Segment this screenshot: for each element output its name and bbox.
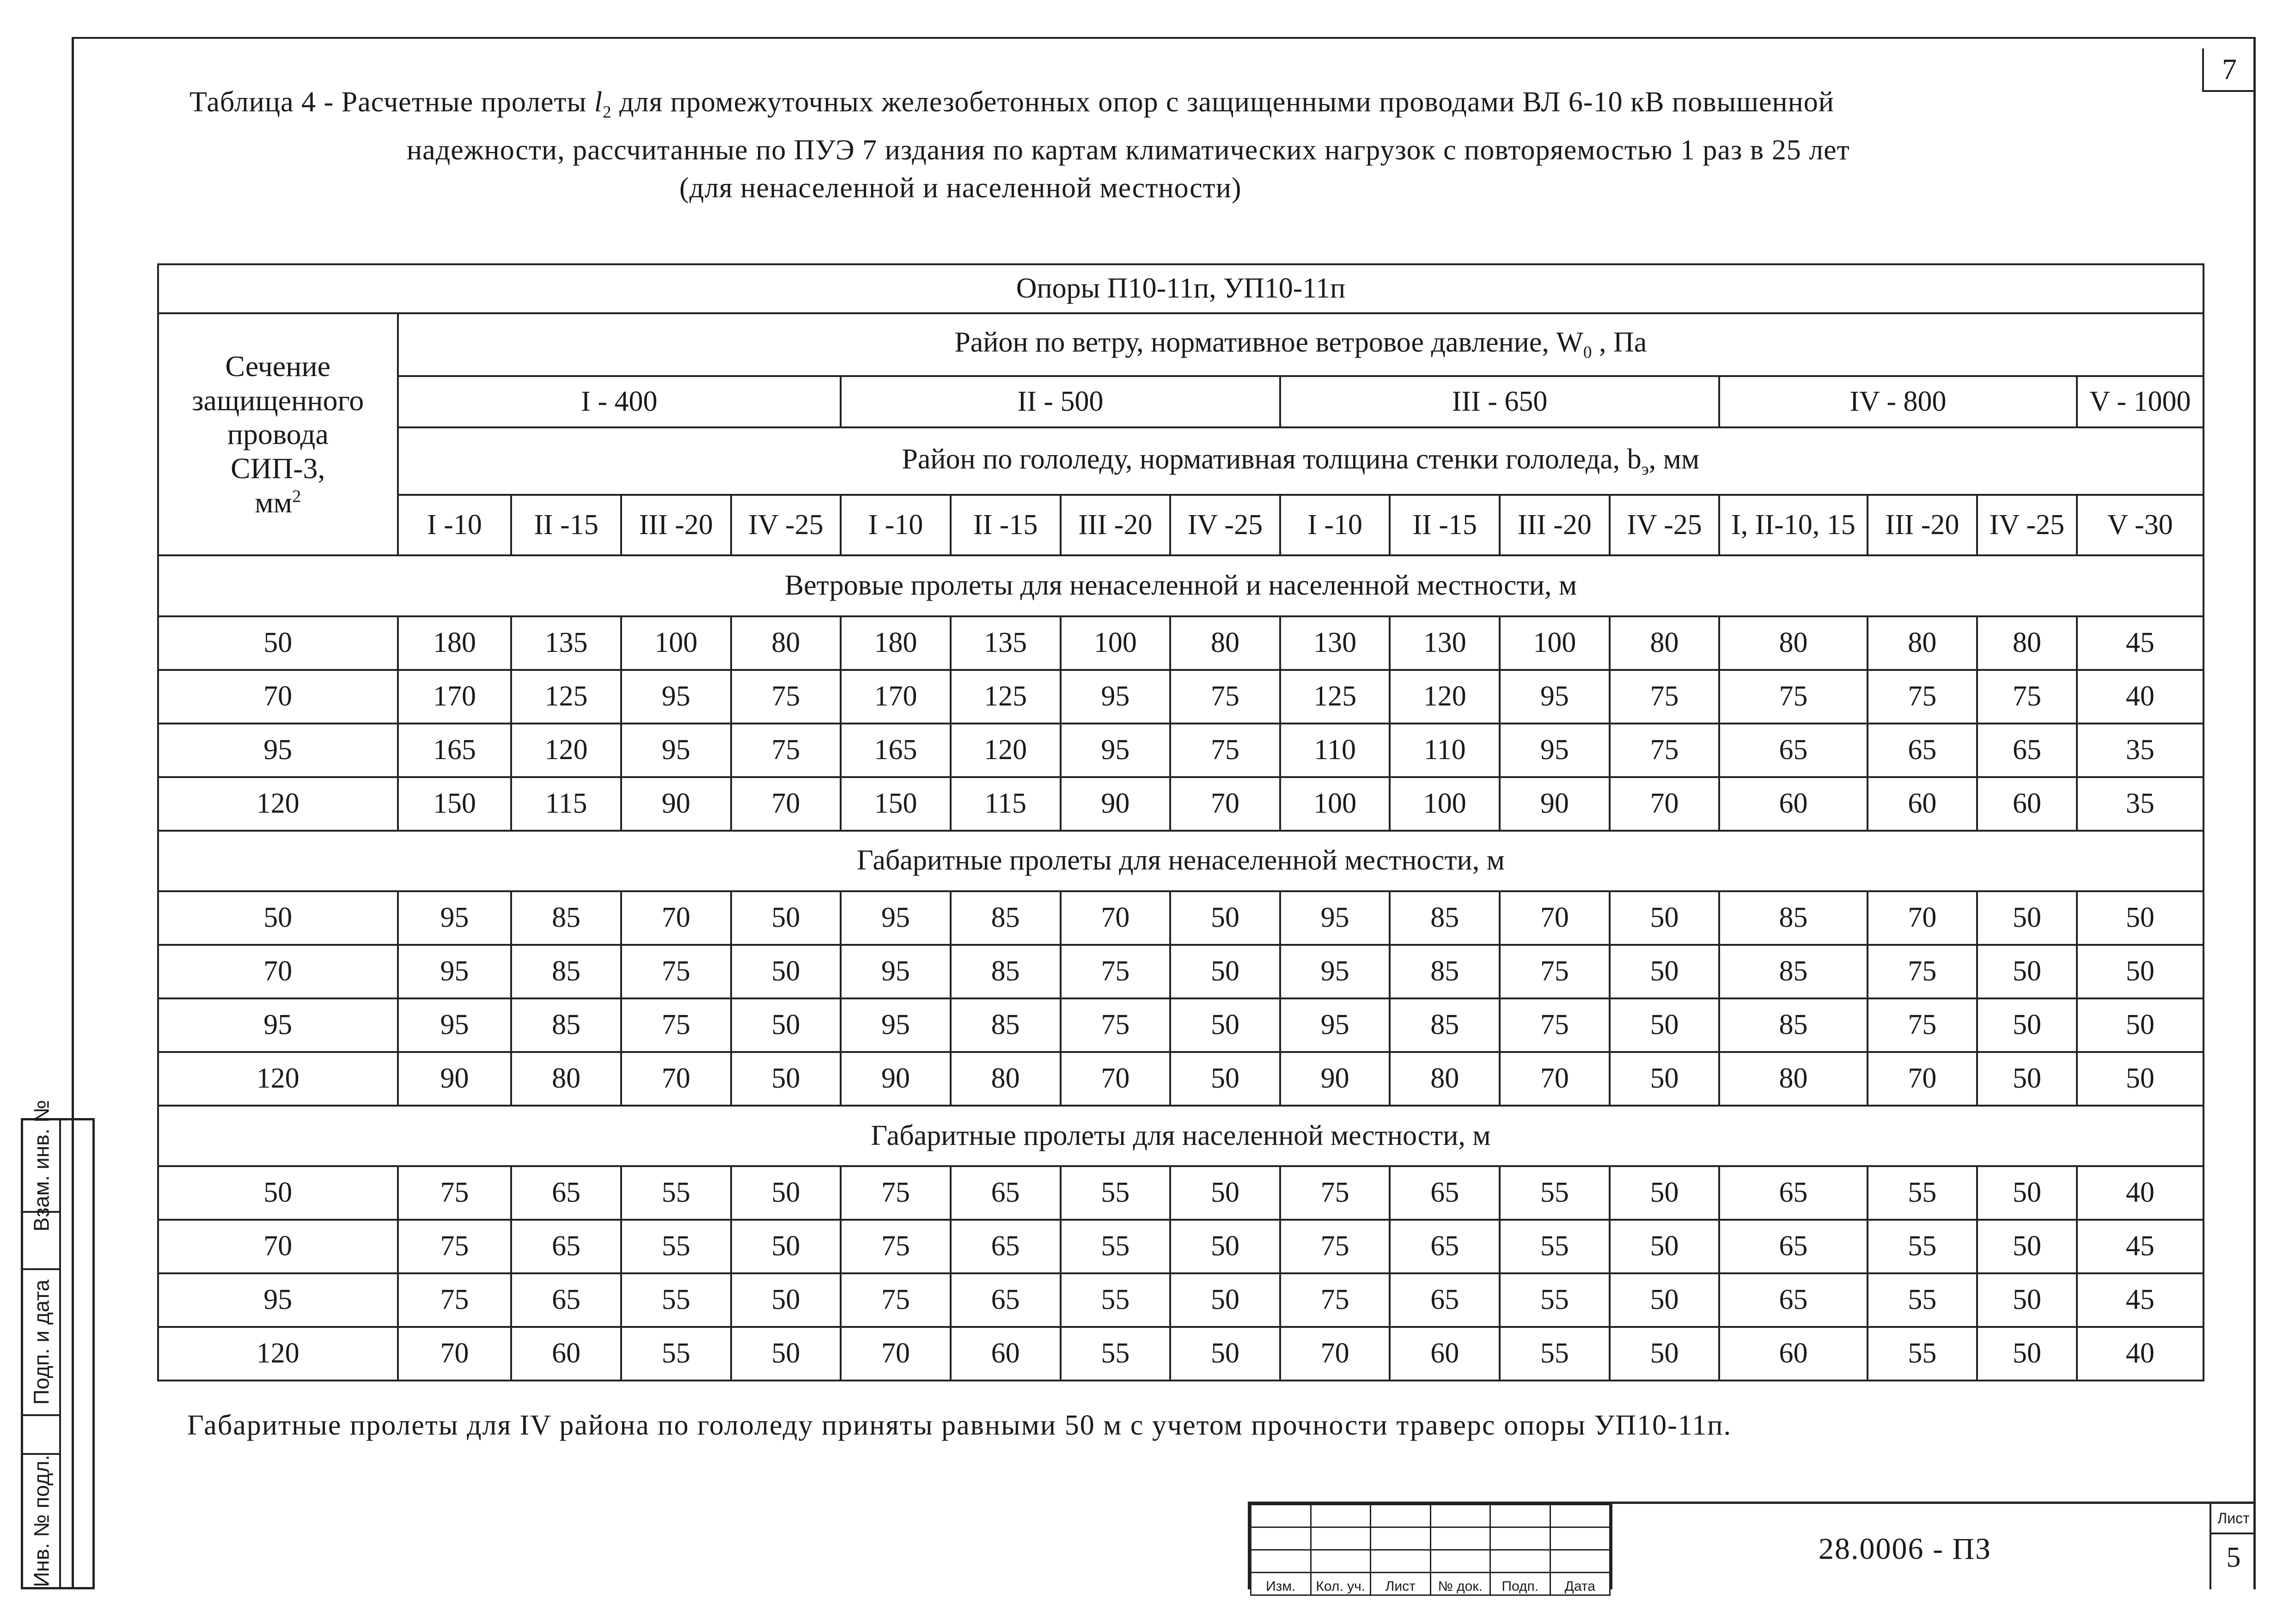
span-value-cell: 125: [511, 670, 621, 724]
rowhead-unit: [159, 486, 397, 520]
sheet-box: [2210, 1504, 2256, 1589]
span-value-cell: 50: [1170, 1220, 1280, 1273]
ice-header-text: Район по гололеду, нормативная толщина стенки гололеда, b: [902, 443, 1642, 475]
side-labels-column: [23, 1100, 61, 1588]
span-value-cell: 85: [511, 891, 621, 945]
wind-region: II - 500: [841, 376, 1280, 427]
title-block: [1248, 1502, 2256, 1594]
span-value-cell: 75: [1610, 670, 1720, 724]
span-value-cell: 65: [1977, 724, 2076, 777]
row-label-cross-section: 70: [158, 670, 398, 724]
row-label-cross-section: 50: [158, 891, 398, 945]
wind-region: III - 650: [1280, 376, 1720, 427]
span-value-cell: 55: [621, 1220, 731, 1273]
section-title-row: [158, 555, 2203, 616]
span-value-cell: 50: [1977, 1052, 2076, 1106]
span-value-cell: 120: [1390, 670, 1500, 724]
span-value-cell: 70: [731, 777, 841, 831]
span-value-cell: 130: [1280, 616, 1390, 670]
span-value-cell: 50: [2077, 945, 2203, 998]
ice-header-sub: э: [1641, 459, 1649, 479]
span-value-cell: 80: [1390, 1052, 1500, 1106]
span-value-cell: 90: [1280, 1052, 1390, 1106]
rowhead-line: Сечение: [225, 350, 331, 383]
span-value-cell: 60: [1719, 1327, 1867, 1381]
wind-header-unit: , Па: [1592, 327, 1647, 359]
span-value-cell: 55: [1500, 1166, 1610, 1220]
span-value-cell: 50: [1610, 1220, 1720, 1273]
span-value-cell: 75: [1868, 998, 1978, 1052]
span-value-cell: 50: [1170, 1052, 1280, 1106]
span-value-cell: 50: [2077, 998, 2203, 1052]
side-cell-sign-date: [23, 1268, 59, 1416]
span-value-cell: 100: [1280, 777, 1390, 831]
ice-region-cell: I, II-10, 15: [1719, 495, 1867, 555]
ice-region-cell: IV -25: [1977, 495, 2076, 555]
rowhead-unit-sup: 2: [292, 487, 301, 506]
span-value-cell: 55: [1868, 1166, 1978, 1220]
span-value-cell: 45: [2077, 616, 2203, 670]
span-value-cell: 55: [1500, 1327, 1610, 1381]
span-value-cell: 110: [1280, 724, 1390, 777]
caption-line-1: [189, 83, 2177, 131]
span-value-cell: 35: [2077, 777, 2203, 831]
ice-header-unit: , мм: [1648, 443, 1700, 475]
stamp-label: Подп.: [1490, 1573, 1550, 1595]
span-value-cell: 85: [511, 998, 621, 1052]
span-value-cell: 80: [1868, 616, 1978, 670]
span-value-cell: 75: [1868, 670, 1978, 724]
span-value-cell: 70: [1868, 1052, 1978, 1106]
span-value-cell: 55: [1500, 1220, 1610, 1273]
span-value-cell: 70: [621, 1052, 731, 1106]
span-value-cell: 95: [1061, 724, 1171, 777]
span-value-cell: 50: [1170, 1166, 1280, 1220]
span-value-cell: 60: [1977, 777, 2076, 831]
span-value-cell: 75: [1500, 998, 1610, 1052]
span-value-cell: 50: [731, 945, 841, 998]
span-value-cell: 65: [511, 1166, 621, 1220]
ice-region-cell: V -30: [2077, 495, 2203, 555]
span-value-cell: 95: [621, 670, 731, 724]
span-value-cell: 150: [398, 777, 512, 831]
span-value-cell: 70: [398, 1327, 512, 1381]
span-value-cell: 90: [1500, 777, 1610, 831]
span-value-cell: 50: [1170, 1327, 1280, 1381]
caption-line-3: (для ненаселенной и населенной местности): [679, 172, 1242, 204]
table-row: [158, 616, 2203, 670]
span-value-cell: 170: [398, 670, 512, 724]
section-title-row: [158, 831, 2203, 891]
span-value-cell: 55: [1868, 1273, 1978, 1327]
document-code: 28.0006 - ПЗ: [1819, 1532, 1992, 1566]
table-row: [158, 1052, 2203, 1106]
span-value-cell: 115: [511, 777, 621, 831]
section-title-row: [158, 1106, 2203, 1166]
row-label-cross-section: 120: [158, 1052, 398, 1106]
span-value-cell: 85: [1719, 891, 1867, 945]
span-value-cell: 75: [1500, 945, 1610, 998]
span-value-cell: 50: [1977, 1327, 2076, 1381]
span-value-cell: 100: [1390, 777, 1500, 831]
table-row: [158, 945, 2203, 998]
span-value-cell: 150: [841, 777, 951, 831]
span-value-cell: 95: [841, 998, 951, 1052]
span-value-cell: 50: [1610, 1273, 1720, 1327]
span-value-cell: 65: [1390, 1220, 1500, 1273]
span-value-cell: 90: [1061, 777, 1171, 831]
row-label-cross-section: 70: [158, 1220, 398, 1273]
span-value-cell: 75: [1061, 945, 1171, 998]
span-value-cell: 50: [1977, 998, 2076, 1052]
ice-region-cell: IV -25: [731, 495, 841, 555]
span-value-cell: 65: [1868, 724, 1978, 777]
span-value-cell: 60: [1719, 777, 1867, 831]
span-value-cell: 55: [621, 1166, 731, 1220]
stamp-label: № док.: [1430, 1573, 1490, 1595]
span-value-cell: 80: [951, 1052, 1061, 1106]
span-value-cell: 50: [2077, 1052, 2203, 1106]
row-label-cross-section: 50: [158, 616, 398, 670]
ice-region-cell: IV -25: [1610, 495, 1720, 555]
wind-region: IV - 800: [1719, 376, 2076, 427]
span-value-cell: 55: [1061, 1273, 1171, 1327]
span-value-cell: 100: [621, 616, 731, 670]
side-label: Взам. инв. №: [29, 1100, 54, 1232]
span-value-cell: 75: [1061, 998, 1171, 1052]
stamp-label: Дата: [1550, 1573, 1610, 1595]
wind-header-sub: 0: [1583, 343, 1592, 362]
span-value-cell: 65: [1719, 1166, 1867, 1220]
table-row: [158, 670, 2203, 724]
span-value-cell: 90: [841, 1052, 951, 1106]
span-value-cell: 85: [951, 891, 1061, 945]
ice-region-cell: IV -25: [1170, 495, 1280, 555]
span-value-cell: 50: [731, 1220, 841, 1273]
span-value-cell: 80: [1719, 616, 1867, 670]
span-value-cell: 95: [1061, 670, 1171, 724]
ice-region-cell: II -15: [951, 495, 1061, 555]
span-value-cell: 55: [621, 1327, 731, 1381]
span-value-cell: 85: [511, 945, 621, 998]
span-value-cell: 95: [1280, 891, 1390, 945]
span-value-cell: 45: [2077, 1273, 2203, 1327]
span-value-cell: 50: [1170, 1273, 1280, 1327]
span-value-cell: 75: [1280, 1166, 1390, 1220]
span-value-cell: 180: [841, 616, 951, 670]
ice-region-cell: III -20: [1061, 495, 1171, 555]
span-value-cell: 65: [951, 1220, 1061, 1273]
span-value-cell: 75: [1170, 724, 1280, 777]
span-value-cell: 70: [841, 1327, 951, 1381]
span-value-cell: 75: [731, 724, 841, 777]
ice-region-cell: I -10: [1280, 495, 1390, 555]
rowhead-line: СИП-3,: [231, 451, 325, 485]
ice-region-cell: II -15: [1390, 495, 1500, 555]
side-cell-substitute: [23, 1100, 59, 1232]
span-value-cell: 75: [731, 670, 841, 724]
span-value-cell: 75: [398, 1166, 512, 1220]
span-value-cell: 90: [398, 1052, 512, 1106]
span-value-cell: 65: [511, 1220, 621, 1273]
section-header: [158, 313, 398, 556]
span-value-cell: 65: [1390, 1166, 1500, 1220]
span-value-cell: 50: [731, 1273, 841, 1327]
span-value-cell: 50: [1610, 1052, 1720, 1106]
span-value-cell: 50: [1610, 945, 1720, 998]
span-value-cell: 65: [1719, 1220, 1867, 1273]
span-value-cell: 55: [1061, 1220, 1171, 1273]
span-value-cell: 170: [841, 670, 951, 724]
side-label: Подп. и дата: [29, 1279, 53, 1405]
ice-region-cell: I -10: [398, 495, 512, 555]
span-value-cell: 75: [1280, 1273, 1390, 1327]
wind-header-text: Район по ветру, нормативное ветровое давление, W: [954, 327, 1583, 359]
side-strip: [21, 1100, 95, 1589]
span-value-cell: 70: [1868, 891, 1978, 945]
span-value-cell: 50: [1170, 998, 1280, 1052]
span-value-cell: 75: [398, 1220, 512, 1273]
span-value-cell: 50: [731, 1327, 841, 1381]
span-value-cell: 135: [951, 616, 1061, 670]
table-row: [158, 1327, 2203, 1381]
span-value-cell: 90: [621, 777, 731, 831]
span-value-cell: 65: [511, 1273, 621, 1327]
span-value-cell: 70: [1061, 891, 1171, 945]
span-value-cell: 70: [1061, 1052, 1171, 1106]
span-value-cell: 165: [841, 724, 951, 777]
span-value-cell: 75: [1610, 724, 1720, 777]
span-value-cell: 80: [1170, 616, 1280, 670]
span-value-cell: 50: [1977, 945, 2076, 998]
stamp-label: Кол. уч.: [1311, 1573, 1371, 1595]
row-label-cross-section: 95: [158, 1273, 398, 1327]
wind-region: I - 400: [398, 376, 841, 427]
span-value-cell: 75: [621, 945, 731, 998]
span-value-cell: 70: [1610, 777, 1720, 831]
wind-region: V - 1000: [2077, 376, 2203, 427]
rowhead-line: защищенного: [192, 383, 364, 417]
span-value-cell: 125: [1280, 670, 1390, 724]
span-value-cell: 50: [1610, 1327, 1720, 1381]
span-value-cell: 45: [2077, 1220, 2203, 1273]
span-value-cell: 75: [1280, 1220, 1390, 1273]
span-value-cell: 40: [2077, 670, 2203, 724]
spans-table: [157, 263, 2204, 1381]
span-value-cell: 55: [1500, 1273, 1610, 1327]
span-value-cell: 85: [1390, 945, 1500, 998]
span-value-cell: 95: [841, 891, 951, 945]
span-value-cell: 80: [731, 616, 841, 670]
span-value-cell: 50: [1977, 1273, 2076, 1327]
span-value-cell: 50: [1170, 891, 1280, 945]
span-value-cell: 75: [841, 1220, 951, 1273]
ice-regions-row: [158, 495, 2203, 555]
span-value-cell: 55: [1868, 1220, 1978, 1273]
page-number: 7: [2202, 49, 2255, 92]
rowhead-unit-text: мм: [255, 486, 293, 519]
span-value-cell: 75: [398, 1273, 512, 1327]
span-value-cell: 70: [1170, 777, 1280, 831]
span-value-cell: 95: [398, 891, 512, 945]
table-row: [158, 1273, 2203, 1327]
span-value-cell: 50: [1170, 945, 1280, 998]
ice-region-cell: III -20: [1500, 495, 1610, 555]
span-value-cell: 85: [1390, 998, 1500, 1052]
caption-var-sub: 2: [603, 103, 612, 122]
span-value-cell: 65: [1390, 1273, 1500, 1327]
span-value-cell: 100: [1061, 616, 1171, 670]
span-value-cell: 50: [731, 891, 841, 945]
span-value-cell: 50: [731, 1166, 841, 1220]
span-value-cell: 80: [511, 1052, 621, 1106]
span-value-cell: 120: [951, 724, 1061, 777]
section-title: Габаритные пролеты для населенной местности, м: [158, 1106, 2203, 1166]
ice-region-cell: II -15: [511, 495, 621, 555]
span-value-cell: 65: [1719, 1273, 1867, 1327]
span-value-cell: 85: [1719, 945, 1867, 998]
span-value-cell: 75: [841, 1273, 951, 1327]
span-value-cell: 130: [1390, 616, 1500, 670]
span-value-cell: 55: [1868, 1327, 1978, 1381]
span-value-cell: 80: [1977, 616, 2076, 670]
span-value-cell: 55: [621, 1273, 731, 1327]
span-value-cell: 40: [2077, 1327, 2203, 1381]
span-value-cell: 50: [1977, 1166, 2076, 1220]
span-value-cell: 75: [621, 998, 731, 1052]
span-value-cell: 60: [951, 1327, 1061, 1381]
sheet-label: Лист: [2211, 1504, 2256, 1534]
span-value-cell: 65: [951, 1273, 1061, 1327]
span-value-cell: 60: [1868, 777, 1978, 831]
span-value-cell: 50: [1610, 891, 1720, 945]
sheet-number: 5: [2226, 1542, 2241, 1573]
span-value-cell: 65: [1719, 724, 1867, 777]
span-value-cell: 75: [1719, 670, 1867, 724]
span-value-cell: 95: [1280, 945, 1390, 998]
span-value-cell: 60: [511, 1327, 621, 1381]
span-value-cell: 55: [1061, 1166, 1171, 1220]
span-value-cell: 95: [1280, 998, 1390, 1052]
span-value-cell: 180: [398, 616, 512, 670]
span-value-cell: 50: [1610, 1166, 1720, 1220]
side-label: Инв. № подл.: [29, 1454, 54, 1588]
span-value-cell: 95: [398, 945, 512, 998]
stamp-label: Лист: [1371, 1573, 1431, 1595]
span-value-cell: 85: [1719, 998, 1867, 1052]
row-label-cross-section: 95: [158, 998, 398, 1052]
row-label-cross-section: 70: [158, 945, 398, 998]
span-value-cell: 70: [1500, 1052, 1610, 1106]
span-value-cell: 40: [2077, 1166, 2203, 1220]
span-value-cell: 85: [951, 945, 1061, 998]
footnote: Габаритные пролеты для IV района по гололеду приняты равными 50 м с учетом прочности траверс опоры УП10-11п.: [187, 1410, 1732, 1441]
span-value-cell: 120: [511, 724, 621, 777]
ice-header: [398, 427, 2203, 495]
span-value-cell: 85: [1390, 891, 1500, 945]
span-value-cell: 70: [1500, 891, 1610, 945]
span-value-cell: 50: [731, 1052, 841, 1106]
side-cell-inventory: [23, 1453, 59, 1587]
caption-suffix: для промежуточных железобетонных опор с защищенными проводами ВЛ 6-10 кВ повышенной: [611, 86, 1834, 118]
span-value-cell: 70: [621, 891, 731, 945]
span-value-cell: 80: [1610, 616, 1720, 670]
wind-header: [398, 313, 2203, 376]
span-value-cell: 75: [1868, 945, 1978, 998]
span-value-cell: 75: [1170, 670, 1280, 724]
stamp-divider: [1611, 1504, 1612, 1589]
table-row: [158, 1166, 2203, 1220]
span-value-cell: 50: [1977, 1220, 2076, 1273]
span-value-cell: 55: [1061, 1327, 1171, 1381]
table-title: Опоры П10-11п, УП10-11п: [158, 264, 2203, 313]
ice-region-cell: III -20: [1868, 495, 1978, 555]
span-value-cell: 75: [1977, 670, 2076, 724]
span-value-cell: 65: [951, 1166, 1061, 1220]
table-row: [158, 724, 2203, 777]
span-value-cell: 80: [1719, 1052, 1867, 1106]
row-label-cross-section: 95: [158, 724, 398, 777]
span-value-cell: 75: [841, 1166, 951, 1220]
caption-line-2: надежности, рассчитанные по ПУЭ 7 издания по картам климатических нагрузок с повторяемостью 1 раз в 25 лет: [407, 134, 1850, 166]
span-value-cell: 125: [951, 670, 1061, 724]
span-value-cell: 50: [731, 998, 841, 1052]
span-value-cell: 110: [1390, 724, 1500, 777]
section-title: Ветровые пролеты для ненаселенной и населенной местности, м: [158, 555, 2203, 616]
span-value-cell: 95: [1500, 724, 1610, 777]
span-value-cell: 95: [398, 998, 512, 1052]
row-label-cross-section: 50: [158, 1166, 398, 1220]
span-value-cell: 60: [1390, 1327, 1500, 1381]
table-row: [158, 1220, 2203, 1273]
span-value-cell: 95: [1500, 670, 1610, 724]
span-value-cell: 85: [951, 998, 1061, 1052]
span-value-cell: 50: [2077, 891, 2203, 945]
row-label-cross-section: 120: [158, 777, 398, 831]
caption-var: l: [594, 86, 603, 118]
stamp-label: Изм.: [1251, 1573, 1311, 1595]
span-value-cell: 95: [841, 945, 951, 998]
span-value-cell: 50: [1610, 998, 1720, 1052]
rowhead-line: провода: [227, 418, 329, 451]
span-value-cell: 135: [511, 616, 621, 670]
span-value-cell: 115: [951, 777, 1061, 831]
row-label-cross-section: 120: [158, 1327, 398, 1381]
table-row: [158, 777, 2203, 831]
span-value-cell: 100: [1500, 616, 1610, 670]
caption-prefix: Таблица 4 - Расчетные пролеты: [189, 86, 594, 118]
span-value-cell: 35: [2077, 724, 2203, 777]
span-value-cell: 95: [621, 724, 731, 777]
table-caption: [189, 83, 2177, 207]
span-value-cell: 70: [1280, 1327, 1390, 1381]
section-title: Габаритные пролеты для ненаселенной местности, м: [158, 831, 2203, 891]
ice-region-cell: I -10: [841, 495, 951, 555]
span-value-cell: 50: [1977, 891, 2076, 945]
revision-grid: [1250, 1504, 1611, 1596]
ice-region-cell: III -20: [621, 495, 731, 555]
table-row: [158, 998, 2203, 1052]
table-row: [158, 891, 2203, 945]
span-value-cell: 165: [398, 724, 512, 777]
